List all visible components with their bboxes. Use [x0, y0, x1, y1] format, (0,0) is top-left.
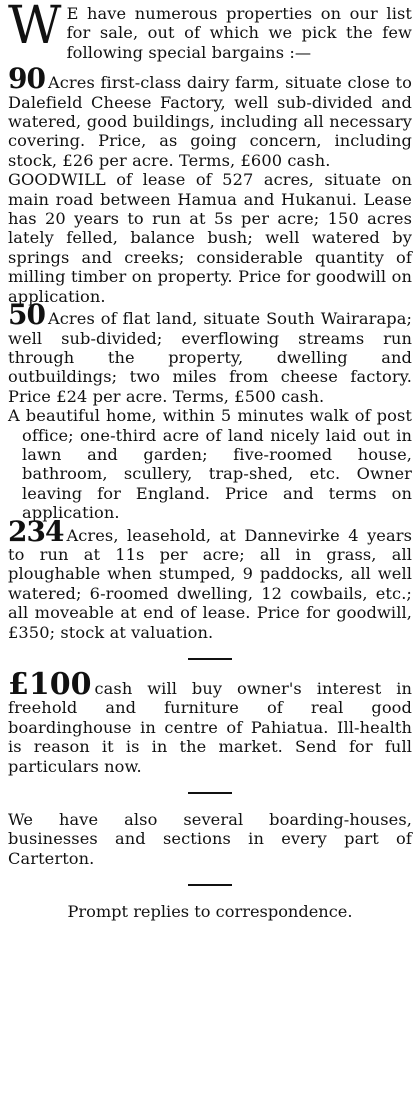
listing-lead-number: 234	[8, 514, 64, 548]
listing-dannevirke-leasehold	[8, 514, 412, 642]
listing-goodwill-lease	[8, 170, 412, 306]
spacer	[8, 886, 412, 902]
spacer	[8, 794, 412, 810]
spacer	[8, 62, 412, 70]
also-paragraph: We have also several boarding-houses, businesses and sections in every part of Carterton.	[8, 810, 412, 868]
listing-text: Acres, leasehold, at Dannevirke 4 years to run at 11s per acre; all in grass, all ploughable when stumped, 9 paddocks, all well watered; 6-roomed dwelling, 12 cowbails, etc.; all moveable at end of lease. Price for goodwill, £350; stock at valuation.	[8, 525, 412, 642]
listing-lead-price: £100	[8, 667, 92, 702]
listing-lead-number: 50	[8, 298, 45, 332]
listing-boardinghouse	[8, 667, 412, 776]
listing-text: Acres of flat land, situate South Wairarapa; well sub-divided; everflowing streams run through the property, dwelling and outbuildings; two miles from cheese factory. Price £24 per acre. Terms, £500 cash.	[8, 309, 412, 406]
intro-paragraph	[8, 0, 412, 62]
spacer	[8, 776, 412, 792]
spacer	[8, 868, 412, 884]
listing-lead-number: 90	[8, 62, 45, 96]
listing-text: A beautiful home, within 5 minutes walk of post office; one-third acre of land nicely laid out in lawn and garden; five-roomed house, bathroom, scullery, trap-shed, etc. Owner leaving for England. Price and terms on application.	[8, 406, 412, 523]
closing-line: Prompt replies to correspondence.	[67, 902, 353, 922]
listing-text: Acres first-class dairy farm, situate close to Dalefield Cheese Factory, well sub-divided and watered, good buildings, including all necessary covering. Price, as going concern, including stock, £26 per acre. Terms, £600 cash.	[8, 73, 412, 170]
advertisement-column	[8, 0, 412, 922]
listing-text: GOODWILL of lease of 527 acres, situate on main road between Hamua and Hukanui. Lease has 20 years to run at 5s per acre; 150 acres lately felled, balance bush; well watered by springs and creeks; considerable quantity of milling timber on property. Price for goodwill on application.	[8, 170, 412, 306]
intro-text: E have numerous properties on our list for sale, out of which we pick the few following special bargains :—	[66, 4, 412, 62]
drop-cap-letter: W	[8, 0, 62, 56]
spacer	[8, 642, 412, 658]
listing-beautiful-home	[8, 406, 412, 522]
listing-flat-land	[8, 298, 412, 406]
listing-text: cash will buy owner's interest in freehold and furniture of real good boardinghouse in centre of Pahiatua. Ill-health is reason it is in the market. Send for full particulars now.	[8, 679, 412, 776]
listing-dairy-farm	[8, 62, 412, 170]
